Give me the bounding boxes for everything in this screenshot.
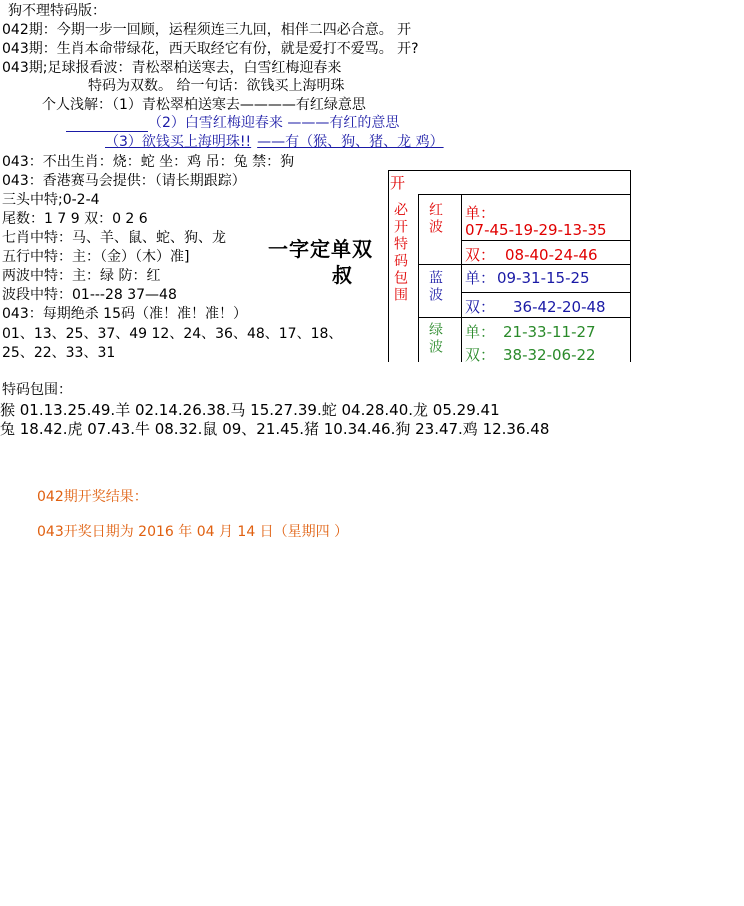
center-title: 一字定单双 <box>268 237 373 261</box>
wave-blue-label: 蓝波 <box>427 270 443 304</box>
line-043-zodiac-riddle: 043期：生肖本命带绿花，西天取经它有份，就是爱打不爱骂。 开? <box>2 41 419 57</box>
result-043-date: 043开奖日期为 2016 年 04 月 14 日（星期四 ） <box>37 524 349 540</box>
wave-blue-single: 单： 09-31-15-25 <box>465 269 590 287</box>
line-interp-3 <box>105 133 444 151</box>
page-title: 狗不理特码版： <box>8 3 106 19</box>
wave-red-single-nums: 07-45-19-29-13-35 <box>465 221 607 239</box>
line-hint: 特码为双数。 给一句话：欲钱买上海明珠 <box>88 78 345 94</box>
special-row-1: 猴 01.13.25.49.羊 02.14.26.38.马 15.27.39.蛇 04.28.40.龙 05.29.41 <box>0 401 500 419</box>
special-row-2: 兔 18.42.虎 07.43.牛 08.32.鼠 09、21.45.猪 10.34.46.狗 23.47.鸡 12.36.48 <box>0 420 550 438</box>
interp-3-text-b: ——有（猴、狗、猪、龙 鸡） <box>257 134 444 150</box>
center-title-2: 叔 <box>332 263 353 287</box>
line-band: 波段中特：01---28 37—48 <box>2 287 177 303</box>
line-kill: 043：每期绝杀 15码（准！准！准！） <box>2 306 247 322</box>
line-kill-numbers-1: 01、13、25、37、49 12、24、36、48、17、18、 <box>2 326 343 342</box>
head-vertical-label: 必开特码包围 <box>392 202 408 304</box>
wave-green-label: 绿波 <box>427 322 443 356</box>
line-tail: 尾数：1 7 9 双：0 2 6 <box>2 211 148 227</box>
wave-table <box>388 170 631 362</box>
wave-blue-double: 双： 36-42-20-48 <box>465 298 606 316</box>
line-seven: 七肖中特：马、羊、鼠、蛇、狗、龙 <box>2 230 226 246</box>
wave-red-single: 单： <box>465 204 496 222</box>
line-two-waves: 两波中特：主：绿 防：红 <box>2 268 161 284</box>
line-zodiac: 043：不出生肖：烧：蛇 坐：鸡 吊：兔 禁：狗 <box>2 154 295 170</box>
line-interp-2 <box>66 114 399 132</box>
line-043-football: 043期;足球报看波：青松翠柏送寒去，白雪红梅迎春来 <box>2 60 342 76</box>
line-kill-numbers-2: 25、22、33、31 <box>2 345 116 361</box>
interp-3-text-a: （3）欲钱买上海明珠!! <box>105 134 252 150</box>
wave-red-double: 双： 08-40-24-46 <box>465 246 598 264</box>
wave-red-label: 红波 <box>427 202 443 236</box>
underline-blank <box>66 117 148 132</box>
line-source: 043：香港赛马会提供：（请长期跟踪） <box>2 173 246 189</box>
result-042: 042期开奖结果： <box>37 489 148 505</box>
special-title: 特码包围： <box>2 382 72 398</box>
wave-green-double: 双： 38-32-06-22 <box>465 346 596 364</box>
line-five: 五行中特：主：（金）（木）准] <box>2 249 190 265</box>
line-042: 042期：今期一步一回顾，运程须连三九回，相伴二四必合意。 开 <box>2 22 412 38</box>
head-open-label: 开 <box>390 174 406 192</box>
line-interp-1: 个人浅解：（1）青松翠柏送寒去————有红绿意思 <box>42 97 366 113</box>
interp-2-text: （2）白雪红梅迎春来 ———有红的意思 <box>148 115 400 131</box>
line-head3: 三头中特;0-2-4 <box>2 192 100 208</box>
wave-green-single: 单： 21-33-11-27 <box>465 323 596 341</box>
